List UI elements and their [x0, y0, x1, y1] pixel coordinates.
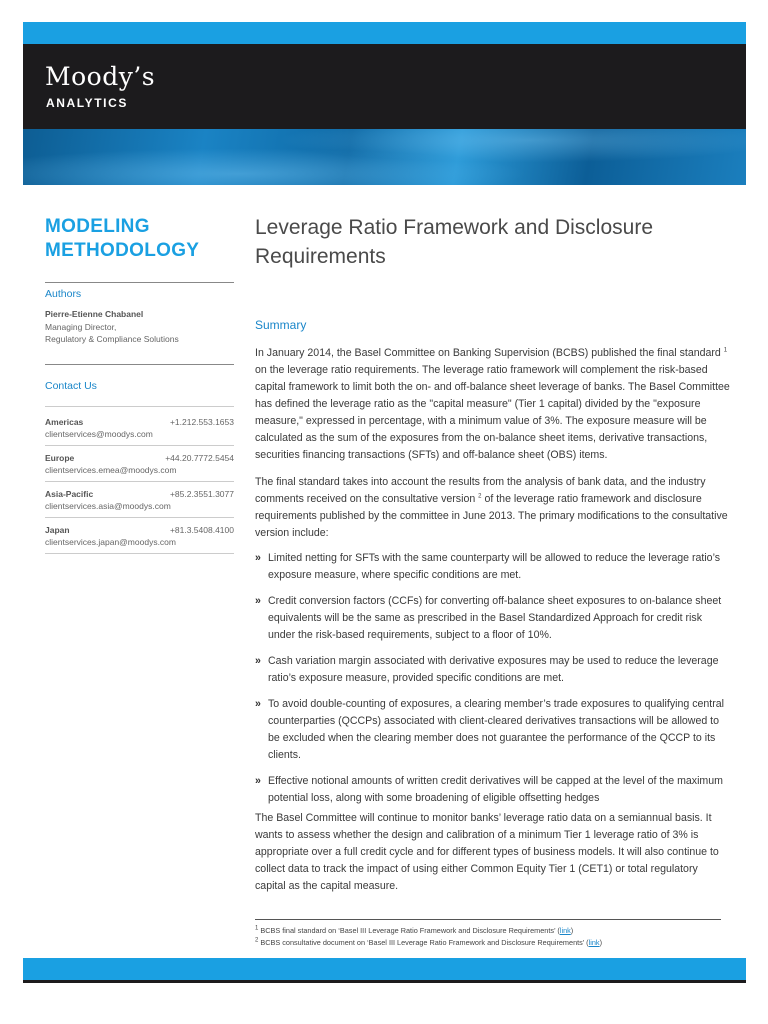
category-line-2: METHODOLOGY — [45, 240, 200, 261]
contact-heading: Contact Us — [45, 380, 97, 392]
sidebar-divider — [45, 364, 234, 365]
contact-asia-pacific — [45, 489, 234, 511]
category-line-1: MODELING — [45, 216, 150, 237]
contact-japan — [45, 525, 234, 547]
bottom-accent-strip — [23, 958, 746, 980]
footnote-link[interactable]: link — [588, 938, 600, 947]
paragraph-3: The Basel Committee will continue to monitor banks’ leverage ratio data on a semiannual basis. It wants to assess whether the design and calibration of a minimum Tier 1 leverage ratio of 3% is appropriate over a full credit cycle and for different types of business models. It will also continue to collect data to track the impact of using either Common Equity Tier 1 (CET1) or total regulatory capital as the capital measure. — [255, 812, 719, 892]
top-accent-strip — [23, 22, 746, 44]
header-banner-image — [23, 129, 746, 185]
analytics-logo-text: ANALYTICS — [46, 96, 128, 110]
bullet-chevron-icon: » — [255, 595, 261, 607]
list-item: » Cash variation margin associated with derivative exposures may be used to reduce the leverage ratio’s exposure measure, provided specific conditions are met. — [255, 655, 719, 684]
author-role — [45, 321, 235, 345]
contact-email[interactable]: clientservices@moodys.com — [45, 429, 153, 439]
title-line-1: Leverage Ratio Framework and Disclosure — [255, 216, 654, 239]
footnote-1: $^1$ BCBS final standard on ‘Basel III Leverage Ratio Framework and Disclosure Requirements’ (link) — [255, 925, 574, 935]
footnote-divider — [255, 919, 721, 920]
contact-phone[interactable]: +85.2.3551.3077 — [169, 489, 234, 499]
bullet-chevron-icon: » — [255, 775, 261, 787]
modifications-list — [255, 550, 730, 816]
contact-phone[interactable]: +81.3.5408.4100 — [169, 525, 234, 535]
contact-email[interactable]: clientservices.asia@moodys.com — [45, 501, 171, 511]
list-item: » Effective notional amounts of written credit derivatives will be capped at the level of the maximum potential loss, along with some broadening of eligible offsetting hedges — [255, 775, 723, 804]
footnote-ref-2: 2 — [478, 493, 482, 500]
contact-divider — [45, 406, 234, 407]
author-role-line-2: Regulatory & Compliance Solutions — [45, 334, 179, 344]
contact-divider — [45, 553, 234, 554]
contact-divider — [45, 517, 234, 518]
contact-region: Asia-Pacific — [45, 489, 94, 499]
page-title — [255, 213, 735, 271]
paragraph-2: The final standard takes into account the results from the analysis of bank data, and the industry comments received on the consultative version $^2$ of the leverage ratio framework and disclosure requirements published by the committee in June 2013. The primary modifications to the consultative version include: — [255, 476, 728, 539]
contact-region: Americas — [45, 417, 84, 427]
summary-heading: Summary — [255, 318, 307, 332]
document-category — [45, 215, 235, 263]
sidebar-divider — [45, 282, 234, 283]
bottom-band — [23, 980, 746, 983]
contact-region: Europe — [45, 453, 75, 463]
title-line-2: Requirements — [255, 245, 386, 268]
contact-americas — [45, 417, 234, 439]
footnote-2: $^2$ BCBS consultative document on ‘Basel III Leverage Ratio Framework and Disclosure Requirements’ (link) — [255, 937, 603, 947]
contact-divider — [45, 445, 234, 446]
paragraph-1: In January 2014, the Basel Committee on Banking Supervision (BCBS) published the final standard $^1$ on the leverage ratio requirements. The leverage ratio framework will complement the risk-based capital framework to limit both the on- and off-balance sheet leverage of banks. The Basel Committee has defined the leverage ratio as the "capital measure" (Tier 1 capital) divided by the "exposure measure," expressed in percentage, with a minimum value of 3%. The exposure measure will be calculated as the sum of the exposures from the on-balance sheet items, derivative transactions, securities financing transactions (SFTs) and off-balance sheet (OBS) items. — [255, 347, 730, 461]
bullet-chevron-icon: » — [255, 698, 261, 710]
contact-email[interactable]: clientservices.japan@moodys.com — [45, 537, 176, 547]
contact-phone[interactable]: +44.20.7772.5454 — [165, 453, 234, 463]
contact-email[interactable]: clientservices.emea@moodys.com — [45, 465, 177, 475]
bullet-chevron-icon: » — [255, 655, 261, 667]
authors-heading: Authors — [45, 288, 82, 300]
bullet-chevron-icon: » — [255, 552, 261, 564]
list-item: » Limited netting for SFTs with the same counterparty will be allowed to reduce the leverage ratio’s exposure measure, where specific conditions are met. — [255, 552, 721, 581]
footnote-link[interactable]: link — [559, 926, 571, 935]
list-item: » Credit conversion factors (CCFs) for converting off-balance sheet exposures to on-balance sheet equivalents will be the same as prescribed in the Basel Standardized Approach for credit risk under the risk-based requirements, subject to a floor of 10%. — [255, 595, 722, 641]
contact-europe — [45, 453, 234, 475]
contact-region: Japan — [45, 525, 70, 535]
footnote-ref-1: 1 — [723, 347, 728, 354]
list-item: » To avoid double-counting of exposures, a clearing member’s trade exposures to qualifying central counterparties (QCCPs) associated with client-cleared derivatives transactions will be allowed to be excluded when the clearing member does not guarantee the performance of the QCCP to its clients. — [255, 698, 724, 761]
contact-phone[interactable]: +1.212.553.1653 — [169, 417, 234, 427]
contact-divider — [45, 481, 234, 482]
author-name: Pierre-Etienne Chabanel — [45, 309, 144, 319]
moodys-logo: Moody’s — [45, 62, 156, 91]
author-role-line-1: Managing Director, — [45, 322, 117, 332]
